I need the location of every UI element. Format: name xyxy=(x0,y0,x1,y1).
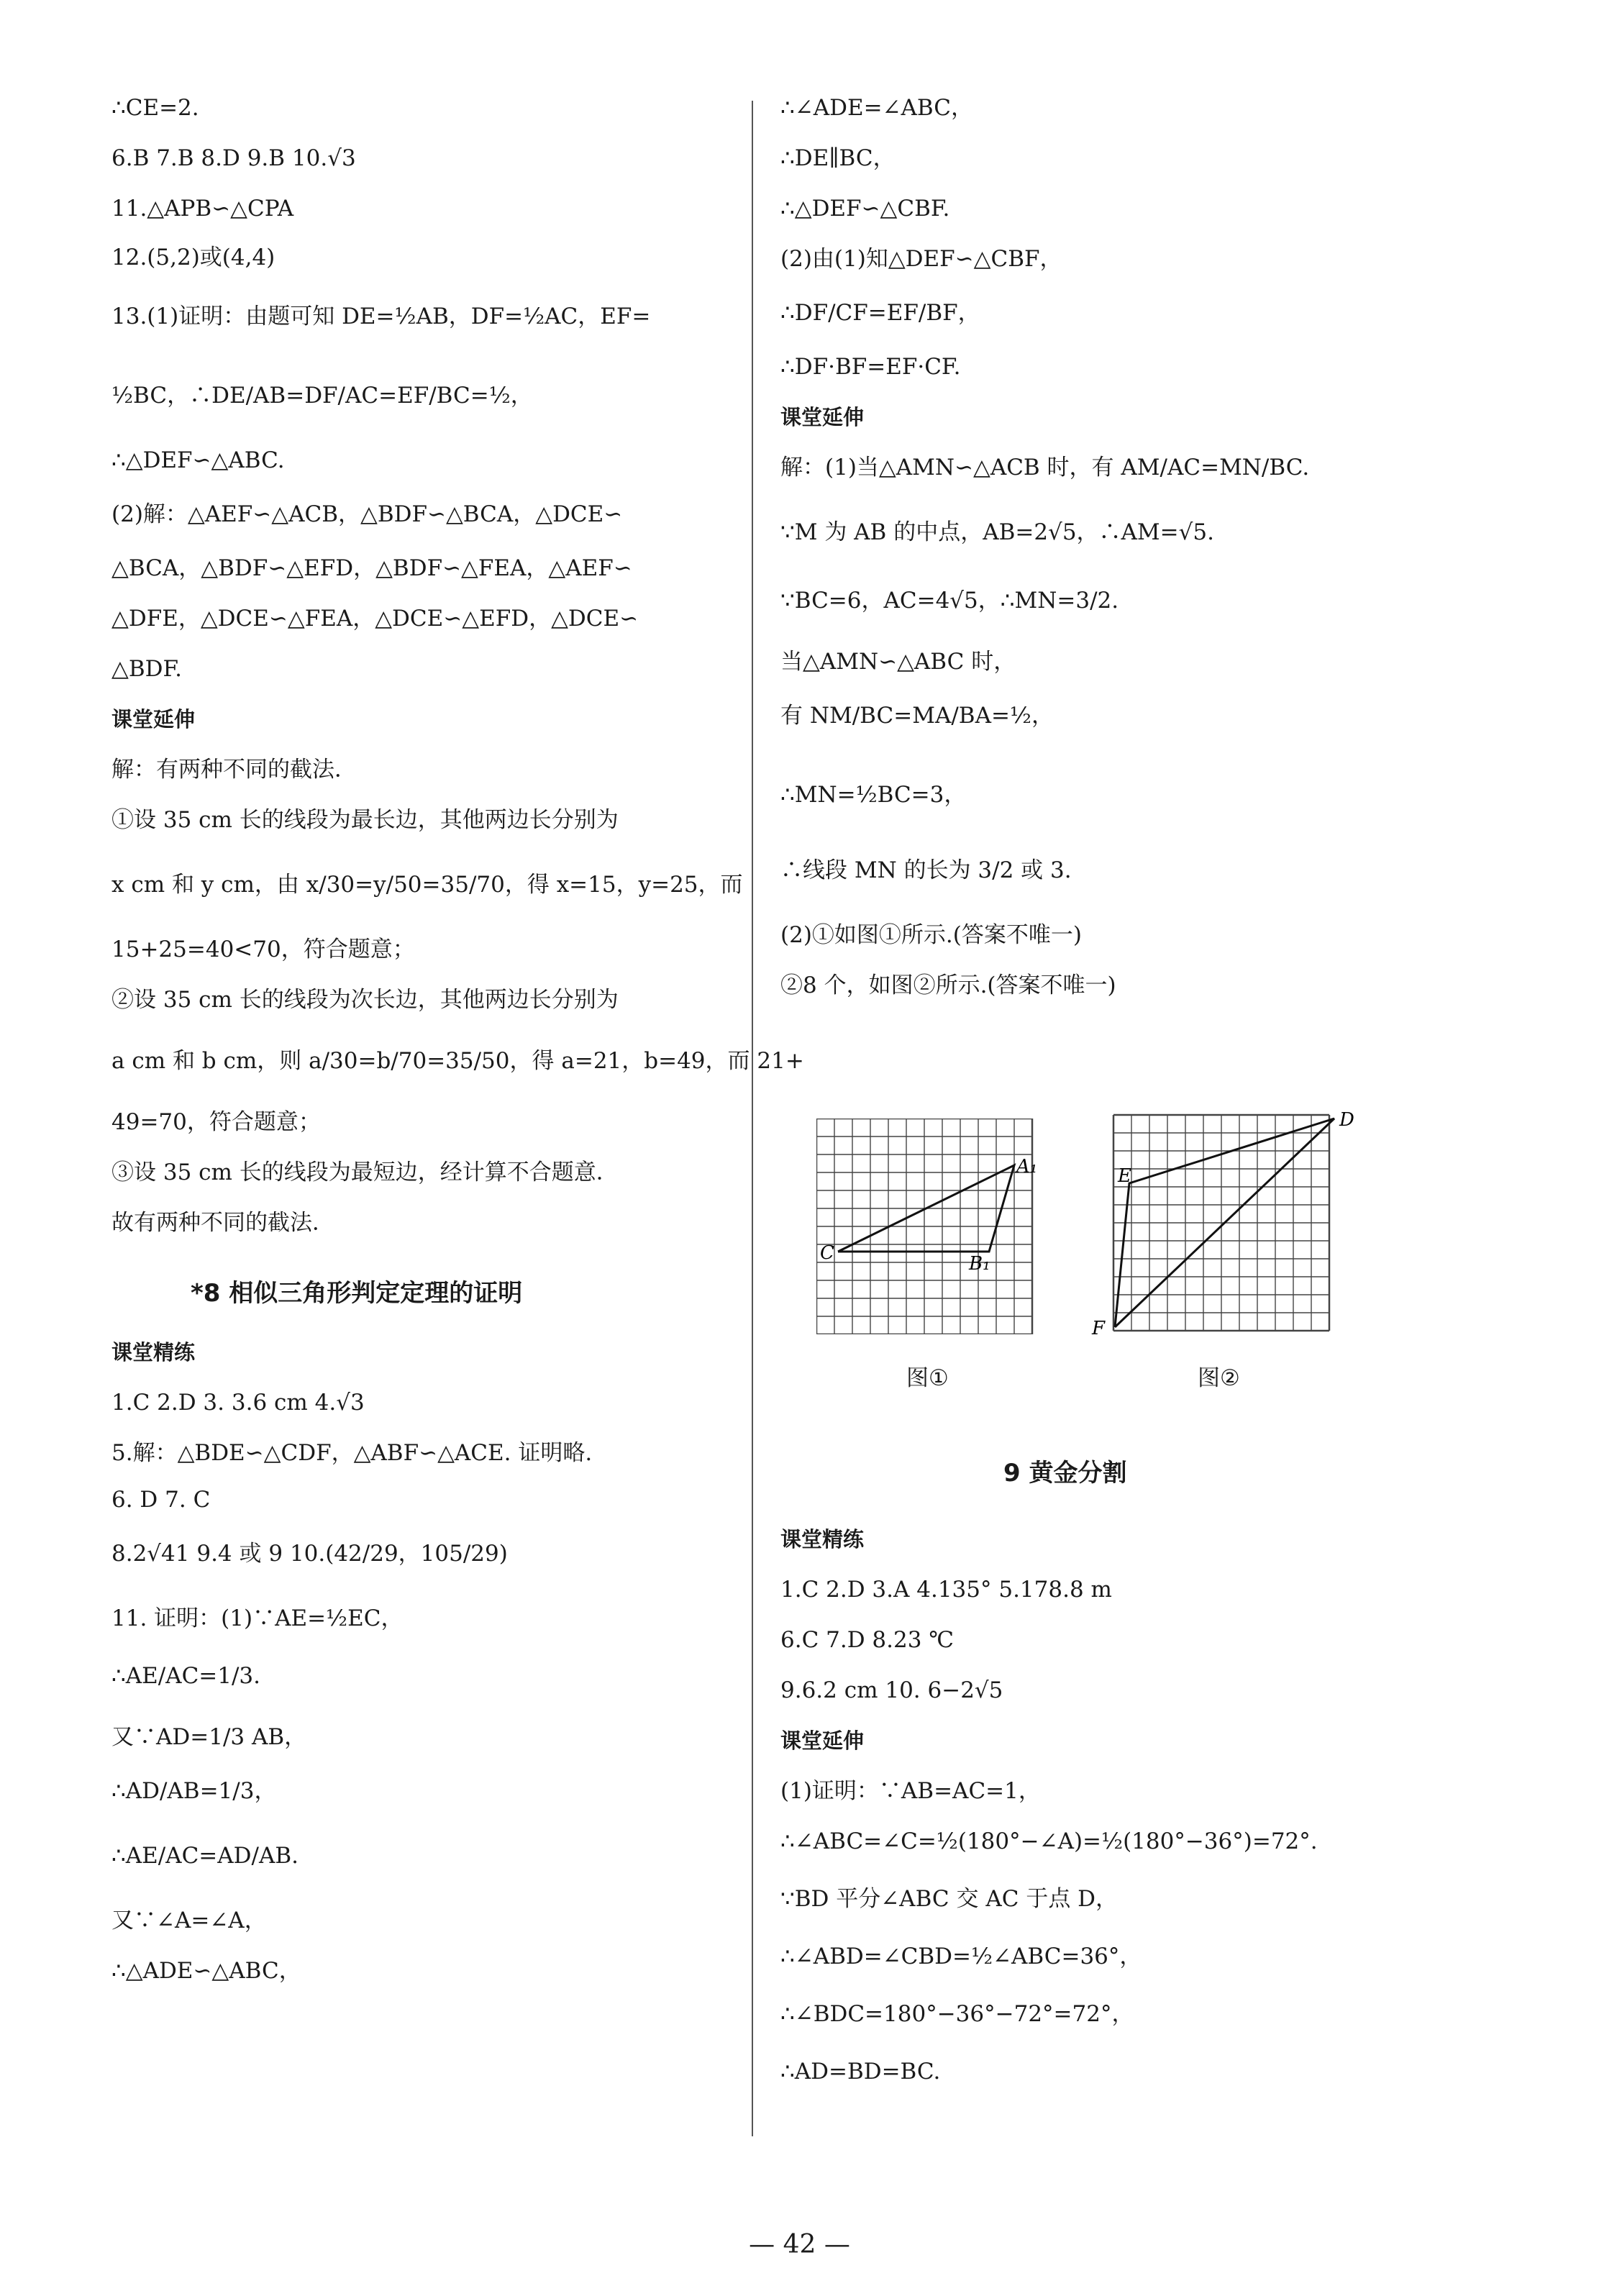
left-text-line: 又∵AD=1/3 AB， xyxy=(111,1724,307,1750)
left-text-line: (2)解：△AEF∽△ACB，△BDF∽△BCA，△DCE∽ xyxy=(111,501,623,527)
left-text-line: ∴AE/AC=AD/AB. xyxy=(111,1843,299,1869)
left-text-line: 13.(1)证明：由题可知 DE=½AB，DF=½AC，EF= xyxy=(111,304,651,329)
left-text-line: ∴AD/AB=1/3， xyxy=(111,1778,277,1804)
right-subheading: 课堂精练 xyxy=(780,1527,865,1552)
left-text-line: 6. D 7. C xyxy=(111,1487,211,1513)
figure-1-caption: 图① xyxy=(906,1365,949,1391)
right-text-line: (2)①如图①所示.(答案不唯一) xyxy=(780,922,1082,948)
right-text-line: 1.C 2.D 3.A 4.135° 5.178.8 m xyxy=(780,1577,1112,1603)
right-text-line: ∴∠ADE=∠ABC， xyxy=(780,95,973,121)
left-text-line: 解：有两种不同的截法． xyxy=(111,757,357,783)
right-text-line: ∴DE∥BC， xyxy=(780,145,896,171)
figure-1-grid xyxy=(816,1119,1047,1334)
left-section-heading: *8 相似三角形判定定理的证明 xyxy=(191,1279,523,1308)
right-text-line: ∵BC=6，AC=4√5，∴MN=3/2. xyxy=(780,588,1119,614)
right-text-line: 解：(1)当△AMN∽△ACB 时，有 AM/AC=MN/BC. xyxy=(780,455,1310,480)
right-subheading: 课堂延伸 xyxy=(780,405,865,429)
right-text-line: ∴DF·BF=EF·CF. xyxy=(780,354,961,380)
right-text-line: ②8 个，如图②所示.(答案不唯一) xyxy=(780,972,1116,998)
left-text-line: △BDF. xyxy=(111,656,183,682)
right-text-line: ∵M 为 AB 的中点，AB=2√5，∴AM=√5. xyxy=(780,519,1214,545)
left-subheading: 课堂延伸 xyxy=(111,707,196,732)
left-text-line: ②设 35 cm 长的线段为次长边，其他两边长分别为 xyxy=(111,987,619,1013)
right-subheading: 课堂延伸 xyxy=(780,1728,865,1753)
left-text-line: 49=70，符合题意； xyxy=(111,1109,321,1135)
figure-2-grid xyxy=(1079,1104,1367,1341)
left-text-line: 故有两种不同的截法． xyxy=(111,1210,334,1236)
right-text-line: 有 NM/BC=MA/BA=½， xyxy=(780,703,1054,729)
left-text-line: ∴△DEF∽△ABC. xyxy=(111,447,285,473)
right-section-heading: 9 黄金分割 xyxy=(1003,1459,1127,1488)
figure-2-label-e: E xyxy=(1118,1165,1131,1187)
left-text-line: 6.B 7.B 8.D 9.B 10.√3 xyxy=(111,145,356,171)
figure-1-label-a1: A₁ xyxy=(1016,1156,1038,1177)
right-text-line: (2)由(1)知△DEF∽△CBF， xyxy=(780,246,1062,272)
right-text-line: ∴线段 MN 的长为 3/2 或 3. xyxy=(780,857,1072,883)
right-text-line: ∴△DEF∽△CBF. xyxy=(780,196,950,222)
right-text-line: ∴MN=½BC=3， xyxy=(780,782,967,808)
figure-2-label-f: F xyxy=(1092,1318,1106,1339)
left-text-line: ∴AE/AC=1/3. xyxy=(111,1663,261,1689)
figure-2-caption: 图② xyxy=(1198,1365,1240,1391)
left-text-line: 1.C 2.D 3. 3.6 cm 4.√3 xyxy=(111,1390,365,1416)
right-text-line: (1)证明：∵AB=AC=1， xyxy=(780,1778,1041,1804)
figure-1-label-b1: B₁ xyxy=(969,1253,990,1275)
left-text-line: 5.解：△BDE∽△CDF，△ABF∽△ACE. 证明略. xyxy=(111,1440,593,1466)
left-text-line: △BCA，△BDF∽△EFD，△BDF∽△FEA，△AEF∽ xyxy=(111,555,632,581)
left-text-line: ∴△ADE∽△ABC， xyxy=(111,1958,301,1984)
right-text-line: ∴AD=BD=BC. xyxy=(780,2059,941,2085)
page-number: — 42 — xyxy=(749,2230,850,2259)
left-text-line: 15+25=40<70，符合题意； xyxy=(111,937,415,962)
right-text-line: ∴∠ABD=∠CBD=½∠ABC=36°， xyxy=(780,1944,1142,1969)
right-text-line: ∵BD 平分∠ABC 交 AC 于点 D， xyxy=(780,1886,1119,1912)
left-text-line: 12.(5,2)或(4,4) xyxy=(111,245,275,270)
left-text-line: ③设 35 cm 长的线段为最短边，经计算不合题意． xyxy=(111,1160,619,1185)
left-text-line: △DFE，△DCE∽△FEA，△DCE∽△EFD，△DCE∽ xyxy=(111,606,639,632)
left-text-line: 11.△APB∽△CPA xyxy=(111,196,294,222)
left-text-line: ½BC，∴DE/AB=DF/AC=EF/BC=½， xyxy=(111,383,533,409)
left-text-line: 又∵∠A=∠A， xyxy=(111,1908,267,1933)
column-divider xyxy=(752,101,753,2136)
right-text-line: 当△AMN∽△ABC 时， xyxy=(780,649,1016,675)
right-text-line: ∴DF/CF=EF/BF， xyxy=(780,300,980,326)
right-text-line: ∴∠BDC=180°−36°−72°=72°， xyxy=(780,2001,1134,2027)
right-text-line: ∴∠ABC=∠C=½(180°−∠A)=½(180°−36°)=72°. xyxy=(780,1828,1318,1854)
right-text-line: 9.6.2 cm 10. 6−2√5 xyxy=(780,1677,1003,1703)
left-text-line: a cm 和 b cm，则 a/30=b/70=35/50，得 a=21，b=49，而 21+ xyxy=(111,1048,804,1074)
left-text-line: ∴CE=2. xyxy=(111,95,199,121)
figure-1-label-c: C xyxy=(820,1242,834,1264)
left-text-line: 8.2√41 9.4 或 9 10.(42/29，105/29) xyxy=(111,1541,508,1567)
left-subheading: 课堂精练 xyxy=(111,1340,196,1365)
left-text-line: 11. 证明：(1)∵AE=½EC， xyxy=(111,1605,404,1631)
right-text-line: 6.C 7.D 8.23 ℃ xyxy=(780,1627,954,1653)
figure-2-label-d: D xyxy=(1339,1109,1354,1131)
left-text-line: x cm 和 y cm，由 x/30=y/50=35/70，得 x=15，y=25，而 xyxy=(111,872,743,898)
left-text-line: ①设 35 cm 长的线段为最长边，其他两边长分别为 xyxy=(111,807,619,833)
